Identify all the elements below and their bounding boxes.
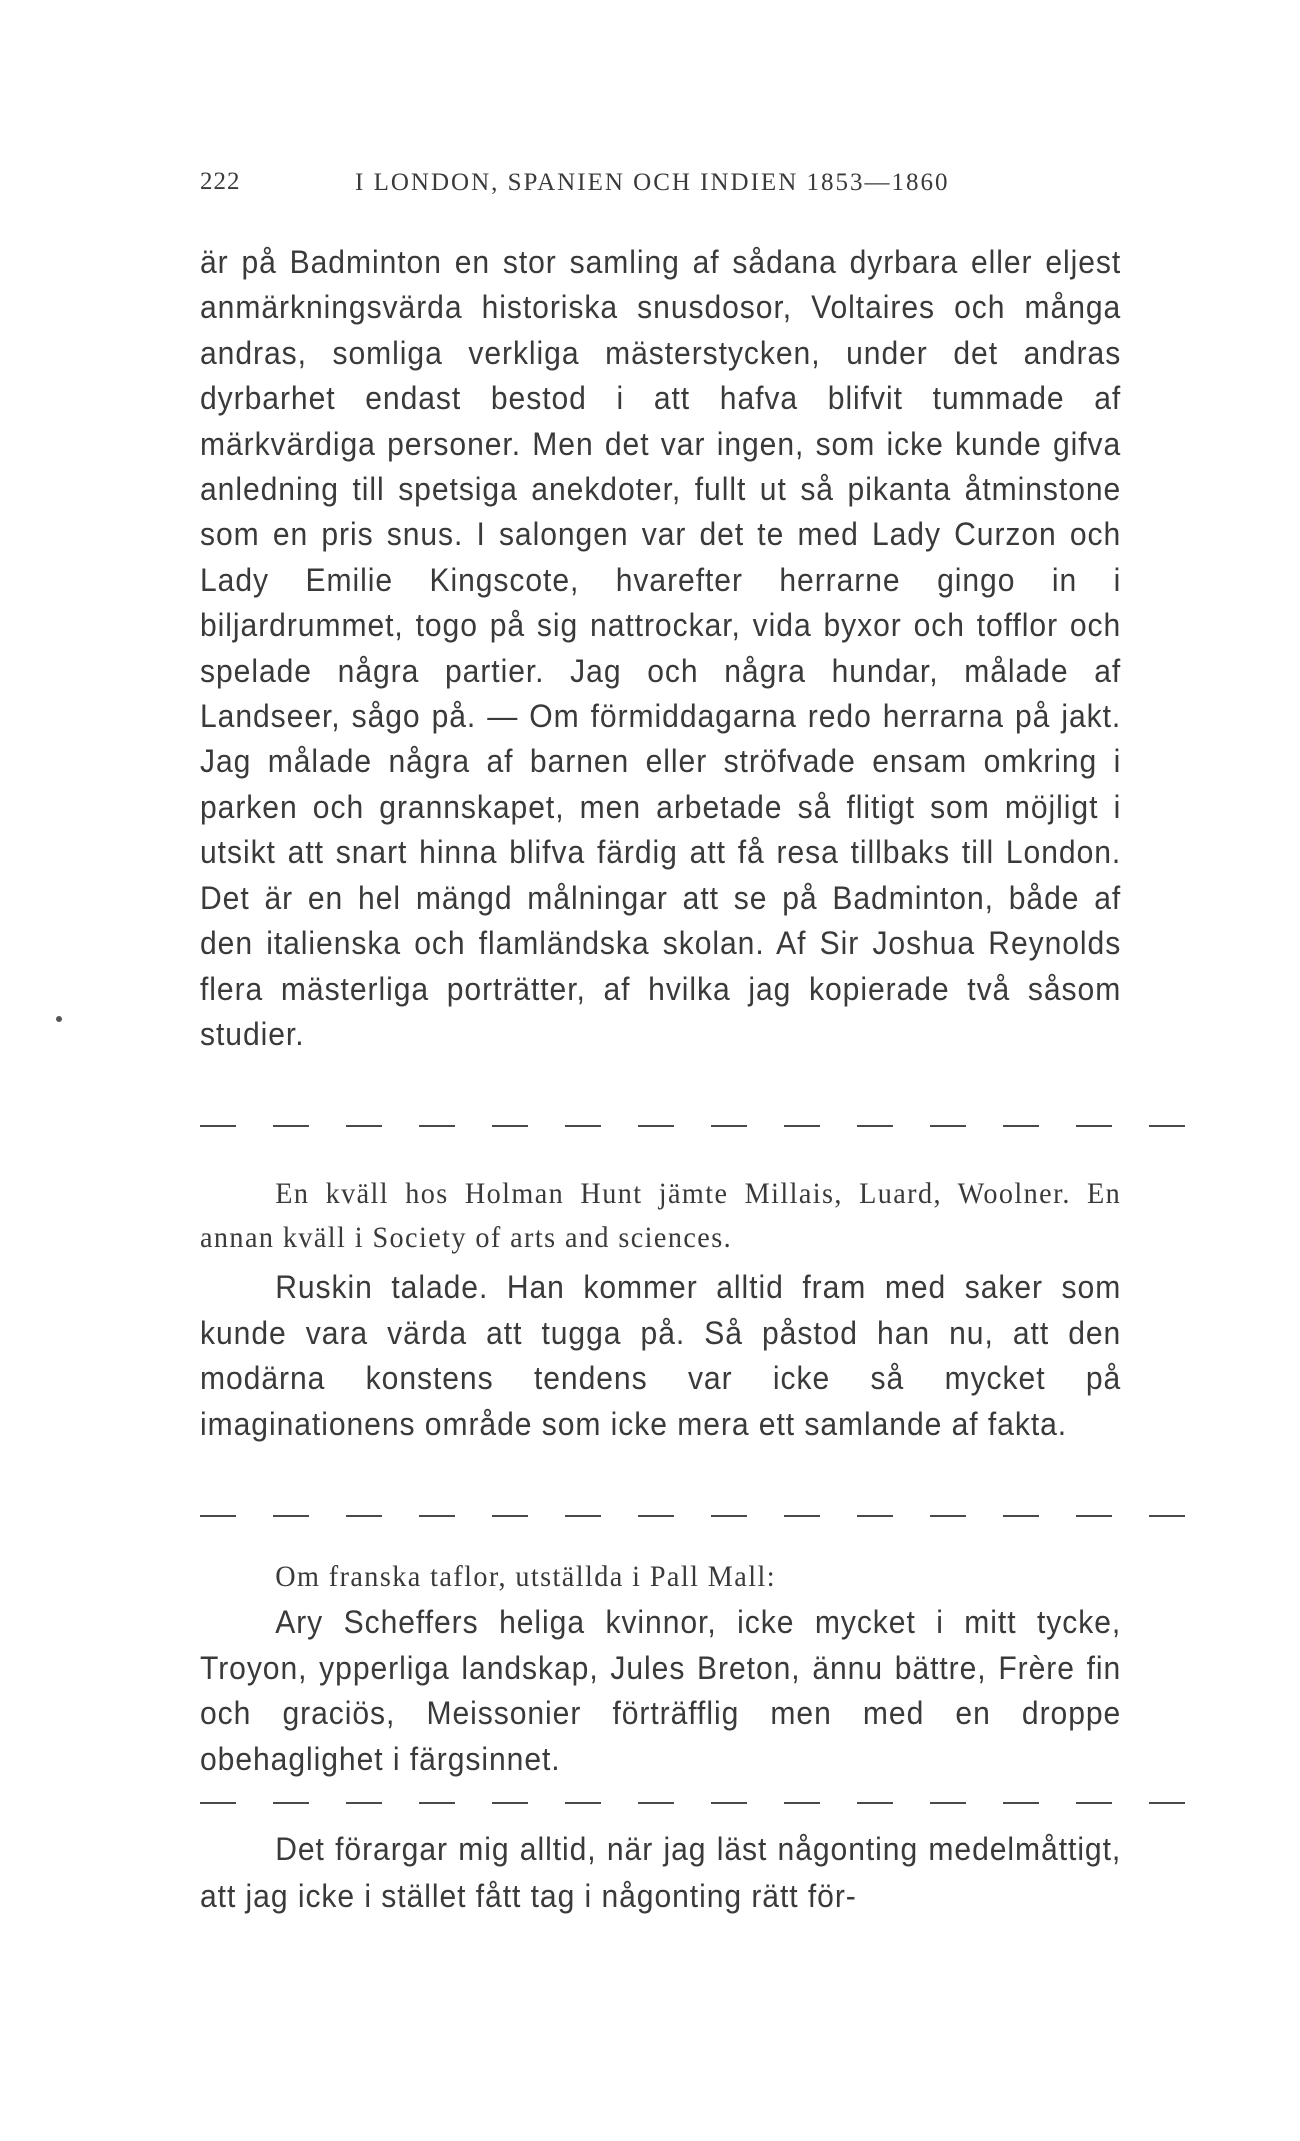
page-header [200, 168, 1120, 208]
paragraph-text: Det förargar mig alltid, när jag läst någonting medelmåttigt, att jag icke i stället fått tag i någonting rätt för- [200, 1831, 1122, 1914]
section-separator [200, 1802, 1185, 1805]
page-number: 222 [200, 168, 241, 195]
body-paragraph-1 [200, 240, 1121, 1057]
margin-mark [56, 1016, 62, 1022]
section-separator [200, 1125, 1185, 1128]
paragraph-text: Ruskin talade. Han kommer alltid fram med saker som kunde vara värda att tugga på. Så påstod han nu, att den modärna konstens tendens var icke så mycket på imaginationens område som icke mera ett samlande af fakta. [200, 1269, 1122, 1442]
body-paragraph-2 [200, 1265, 1121, 1447]
section-separator [200, 1515, 1185, 1518]
entry-heading-text: En kväll hos Holman Hunt jämte Millais, Luard, Woolner. En annan kväll i Society of arts and sciences. [200, 1177, 1122, 1254]
body-paragraph-3 [200, 1600, 1121, 1782]
running-head: I LONDON, SPANIEN OCH INDIEN 1853—1860 [355, 169, 950, 196]
entry-heading-text: Om franska taflor, utställda i Pall Mall: [275, 1560, 776, 1593]
body-paragraph-4 [200, 1826, 1121, 1920]
paragraph-text: Ary Scheffers heliga kvinnor, icke mycket i mitt tycke, Troyon, ypperliga landskap, Jules Breton, ännu bättre, Frère fin och graciös, Meissonier förträfflig men med en droppe obehaglighet i färgsinnet. [200, 1604, 1122, 1777]
entry-heading-1 [200, 1172, 1121, 1260]
paragraph-text: är på Badminton en stor samling af sådana dyrbara eller eljest anmärkningsvärda historiska snusdosor, Voltaires och många andras, somliga verkliga mästerstycken, under det andras dyrbarhet endast bestod i att hafva blifvit tummade af märkvärdiga personer. Men det var ingen, som icke kunde gifva anledning till spetsiga anekdoter, fullt ut så pikanta åtminstone som en pris snus. I salongen var det te med Lady Curzon och Lady Emilie Kingscote, hvarefter herrarne gingo in i biljardrummet, togo på sig nattrockar, vida byxor och tofflor och spelade några partier. Jag och några hundar, målade af Landseer, sågo på. — Om förmiddagarna redo herrarna på jakt. Jag målade några af barnen eller ströfvade ensam omkring i parken och grannskapet, men arbetade så flitigt som möjligt i utsikt att snart hinna blifva färdig att få resa tillbaks till London. Det är en hel mängd målningar att se på Badminton, både af den italienska och flamländska skolan. Af Sir Joshua Reynolds flera mästerliga porträtter, af hvilka jag kopierade två såsom studier. [200, 244, 1122, 1052]
entry-heading-2 [200, 1555, 1121, 1599]
